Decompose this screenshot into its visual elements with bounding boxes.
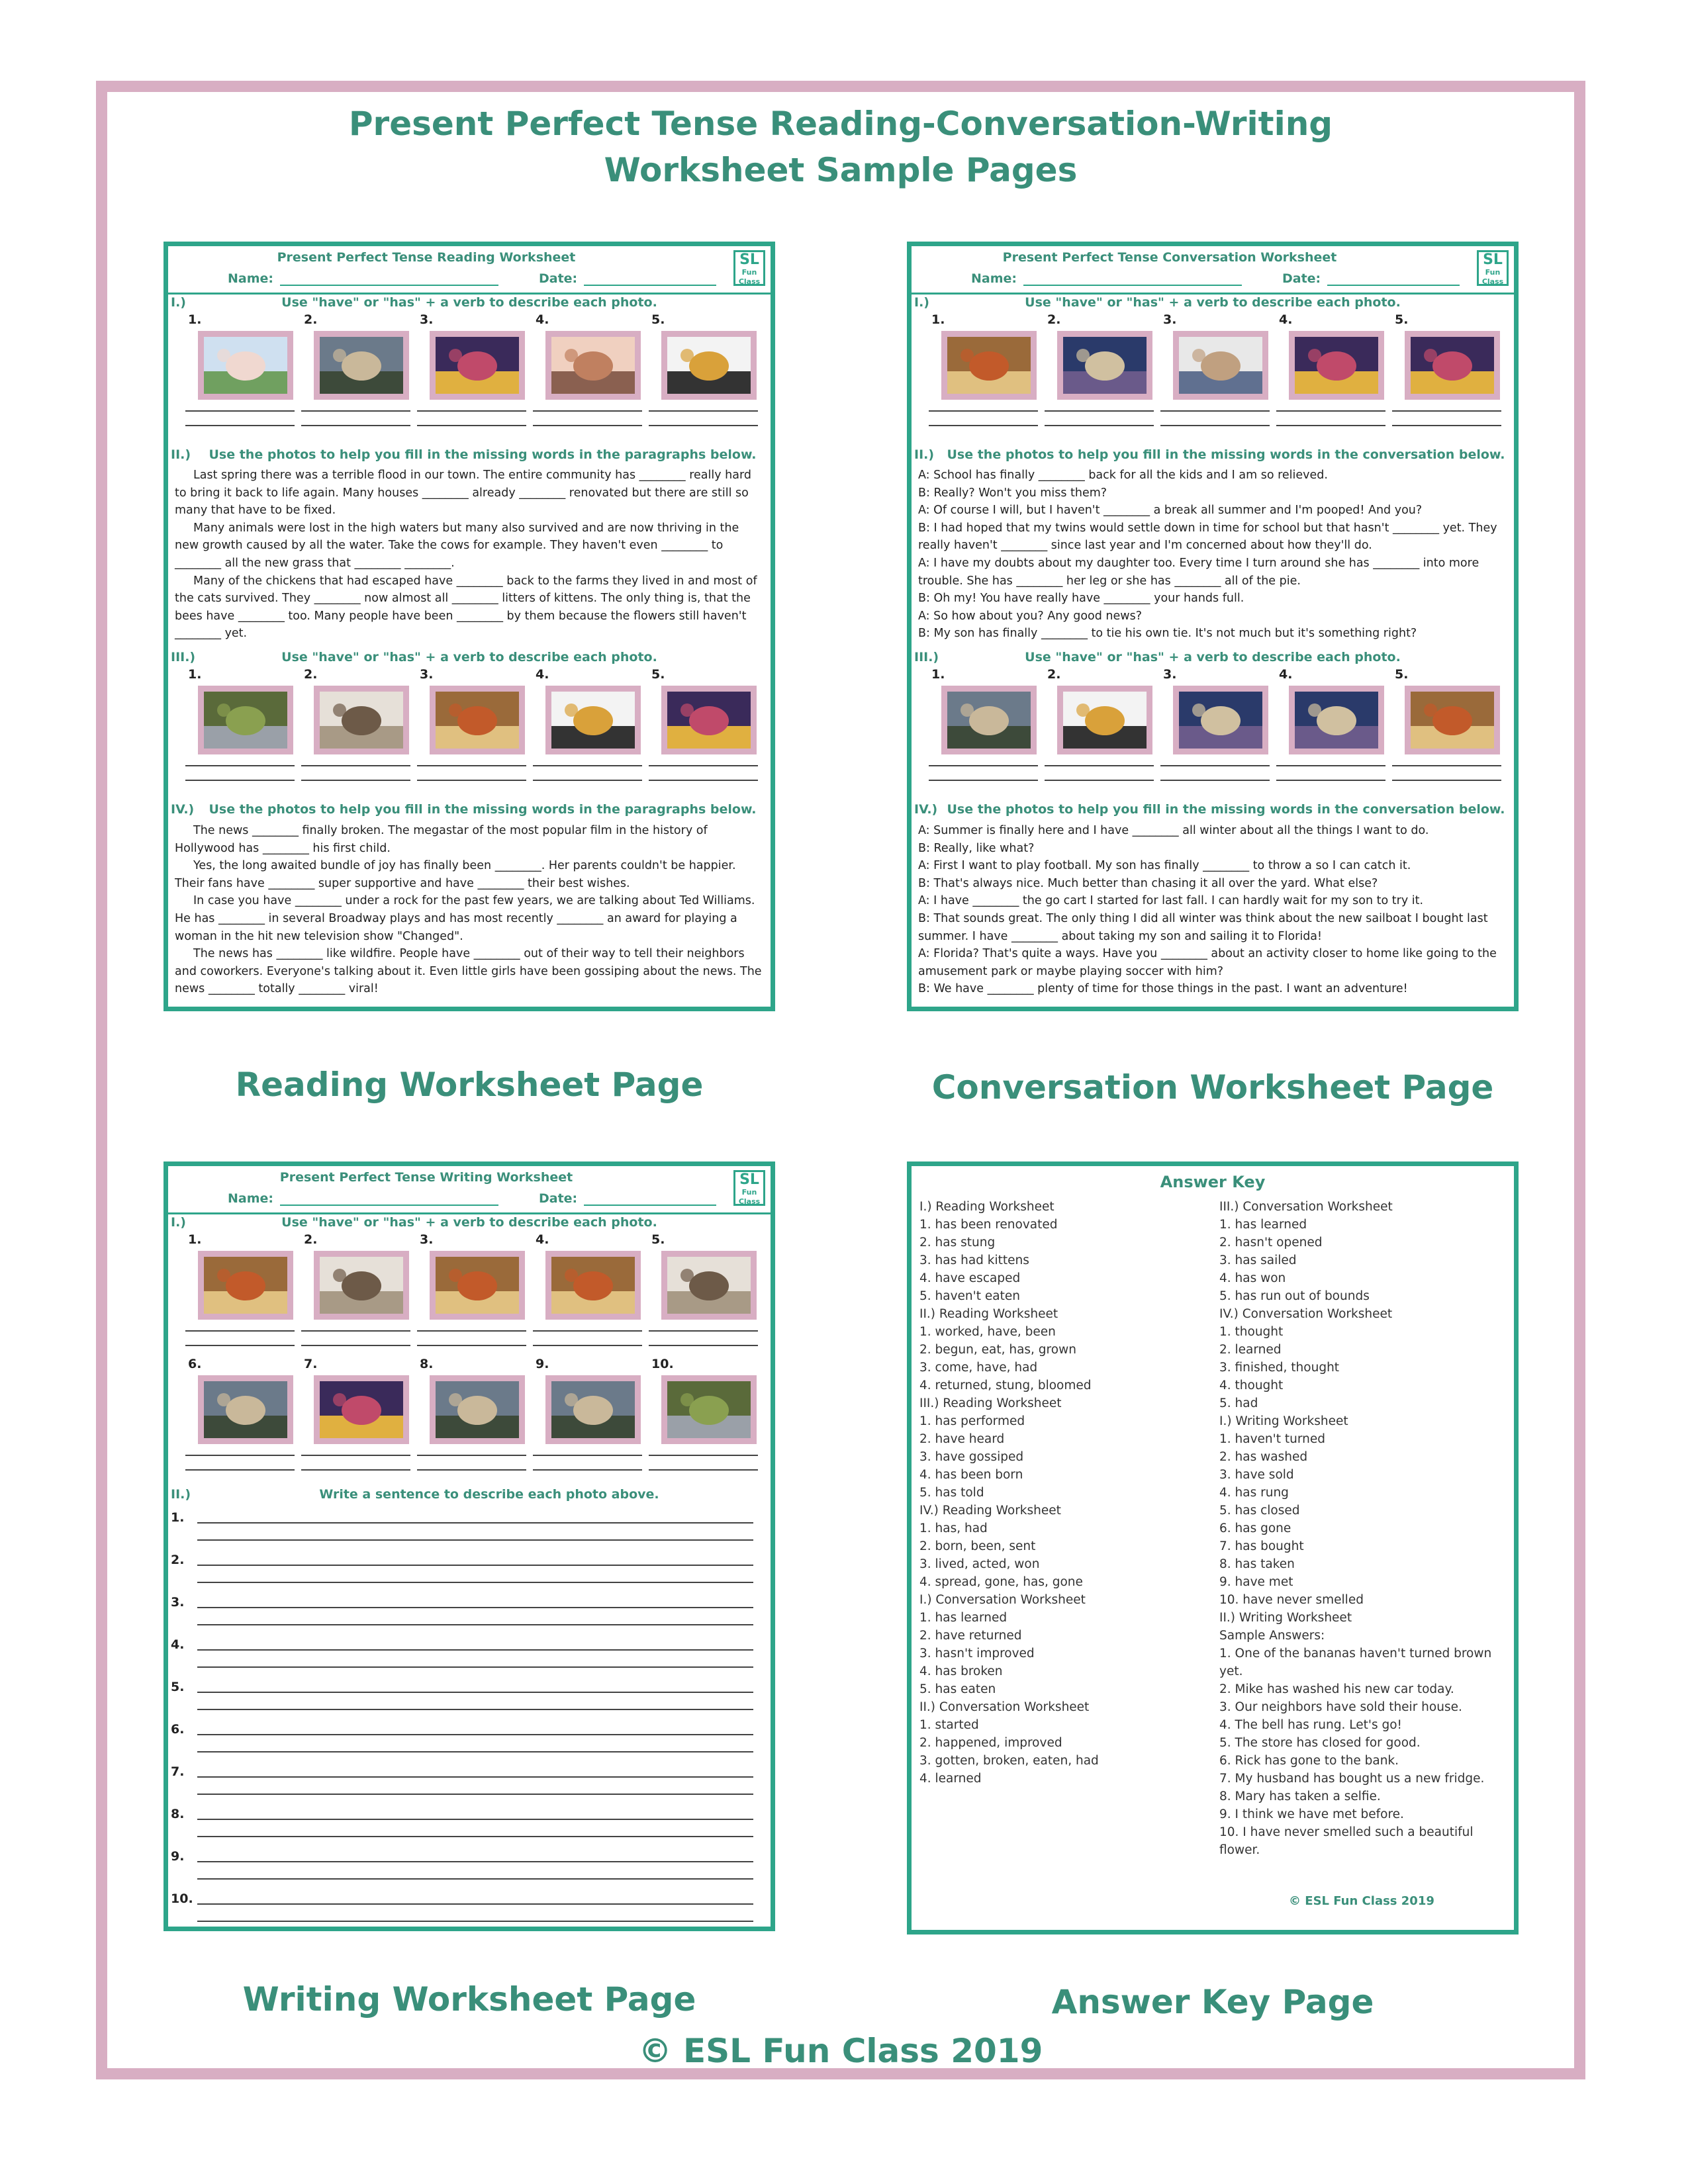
answer-key-copyright: © ESL Fun Class 2019	[1289, 1894, 1434, 1908]
sentence-number: 1.	[171, 1510, 185, 1525]
caption-reading: Reading Worksheet Page	[235, 1066, 704, 1104]
answer-item: 1. worked, have, been	[919, 1325, 1056, 1339]
section-label: III.)	[171, 650, 196, 664]
photo-number: 1.	[931, 312, 945, 327]
section-label: II.)	[914, 447, 935, 462]
esl-logo: SL Fun Class	[1477, 250, 1509, 286]
answer-item: 3. gotten, broken, eaten, had	[919, 1754, 1099, 1768]
answer-item: 5. The store has closed for good.	[1219, 1736, 1421, 1750]
sentence-number: 9.	[171, 1849, 185, 1864]
answer-item: III.) Reading Worksheet	[919, 1396, 1062, 1410]
worksheet-title: Present Perfect Tense Conversation Worksheet	[1002, 250, 1337, 265]
sentence-line	[197, 1666, 753, 1668]
name-field: Name:	[971, 271, 1242, 286]
answer-item: 8. has taken	[1219, 1557, 1295, 1571]
answer-item: 5. has told	[919, 1486, 984, 1500]
answer-item: 1. has learned	[1219, 1218, 1307, 1232]
answer-line	[185, 1455, 295, 1456]
esl-logo: SL Fun Class	[733, 250, 765, 286]
section-label: IV.)	[914, 802, 938, 817]
sentence-number: 7.	[171, 1764, 185, 1779]
crowd-photo	[314, 686, 409, 754]
photo-number: 3.	[1163, 667, 1177, 682]
reading-worksheet-thumbnail	[164, 242, 775, 1011]
answer-item: Sample Answers:	[1219, 1629, 1325, 1643]
answer-line	[649, 1469, 758, 1471]
dialogue-line: A: I have ________ the go cart I started for last fall. I can hardly wait for my son to try it.	[918, 894, 1424, 908]
photo-number: 3.	[1163, 312, 1177, 327]
sentence-number: 10.	[171, 1891, 193, 1906]
photo-number: 4.	[1279, 667, 1293, 682]
answer-item: 2. born, been, sent	[919, 1539, 1036, 1553]
answer-line	[929, 765, 1038, 766]
sentence-number: 3.	[171, 1595, 185, 1610]
paragraph: Last spring there was a terrible flood in our town. The entire community has ________ really hard to bring it back to life again. Many houses ________ already ________ renovated but there are still so many that have to be fixed.	[175, 469, 751, 518]
dialogue-line: A: First I want to play football. My son has finally ________ to throw a so I can catch it.	[918, 859, 1411, 873]
answer-item: 7. has bought	[1219, 1539, 1304, 1553]
answer-item: 4. has broken	[919, 1664, 1003, 1678]
dialogue-line: B: That sounds great. The only thing I did all winter was think about the new sailboat I bought last summer. I have ________ about taking my son and sailing it to Florida!	[918, 911, 1488, 943]
photo-number: 10.	[651, 1357, 674, 1371]
answer-line	[1392, 765, 1501, 766]
date-field: Date:	[1282, 271, 1460, 286]
sentence-line	[197, 1607, 753, 1608]
answer-item: 9. I think we have met before.	[1219, 1807, 1404, 1821]
section-label: II.)	[171, 447, 191, 462]
photo-number: 6.	[188, 1357, 202, 1371]
dialogue-line: A: So how about you? Any good news?	[918, 609, 1142, 623]
sentence-line	[197, 1734, 753, 1735]
photo-number: 4.	[536, 312, 549, 327]
answer-line	[929, 780, 1038, 781]
answer-item: 1. started	[919, 1718, 979, 1732]
section-label: III.)	[914, 650, 939, 664]
name-field: Name:	[228, 1191, 498, 1206]
answer-line	[417, 1469, 526, 1471]
dialogue-line: B: Really? Won't you miss them?	[918, 486, 1107, 500]
answer-item: IV.) Conversation Worksheet	[1219, 1307, 1393, 1321]
dialogue-line: A: Of course I will, but I haven't ________ a break all summer and I'm pooped! And you?	[918, 504, 1423, 518]
paragraph: In case you have ________ under a rock for the past few years, we are talking about Ted Williams. He has ________ in several Broadway plays and has most recently ________ an award for playing a woman in the hit new television show "Changed".	[175, 894, 755, 943]
caption-answer-key: Answer Key Page	[1051, 1983, 1374, 2021]
section-instruction: Use the photos to help you fill in the missing words in the paragraphs below.	[209, 802, 757, 817]
answer-line	[301, 780, 410, 781]
rose-photo	[661, 1375, 757, 1444]
answer-line	[1160, 765, 1270, 766]
dialogue-line: B: I had hoped that my twins would settle down in time for school but that hasn't ________ yet. They really haven't ________ since last year and I'm concerned about how they'll do.	[918, 521, 1497, 553]
answer-item: 10. I have never smelled such a beautiful	[1219, 1825, 1474, 1839]
answer-line	[417, 1455, 526, 1456]
answer-item: 4. has won	[1219, 1271, 1286, 1285]
answer-item: 2. have heard	[919, 1432, 1005, 1446]
answer-item: 2. have returned	[919, 1629, 1022, 1643]
answer-item: 1. One of the bananas haven't turned brown	[1219, 1647, 1492, 1661]
sentence-line	[197, 1692, 753, 1693]
answer-item: I.) Writing Worksheet	[1219, 1414, 1348, 1428]
answer-item: 4. spread, gone, has, gone	[919, 1575, 1083, 1589]
photo-number: 1.	[931, 667, 945, 682]
sentence-line	[197, 1819, 753, 1820]
sentence-line	[197, 1522, 753, 1524]
paragraph: Yes, the long awaited bundle of joy has finally been ________. Her parents couldn't be happier. Their fans have ________ super supportive and have ________ their best wishes.	[175, 859, 736, 890]
answer-item: I.) Conversation Worksheet	[919, 1593, 1086, 1607]
newborn-baby-photo	[545, 686, 641, 754]
sentence-number: 6.	[171, 1722, 185, 1737]
answer-item: 3. has sailed	[1219, 1253, 1297, 1267]
answer-line	[301, 765, 410, 766]
woman-photo	[661, 686, 757, 754]
paragraph: The news has ________ like wildfire. People have ________ out of their way to tell their neighbors and coworkers. Everyone's talking about it. Even little girls have been gossiping about the news. The news ________ totally ________ viral!	[175, 947, 762, 996]
answer-item: 1. has performed	[919, 1414, 1025, 1428]
answer-key-column-left	[919, 1198, 1099, 1788]
answer-line	[649, 780, 758, 781]
answer-line	[1160, 780, 1270, 781]
sentence-line	[197, 1836, 753, 1837]
answer-item: 4. returned, stung, bloomed	[919, 1379, 1092, 1392]
photo-number: 2.	[1047, 312, 1061, 327]
conversation-worksheet-thumbnail	[907, 242, 1519, 1011]
answer-item: IV.) Reading Worksheet	[919, 1504, 1061, 1518]
dialogue-line: A: Summer is finally here and I have ________ all winter about all the things I want to do.	[918, 824, 1429, 837]
section-instruction: Use "have" or "has" + a verb to describe each photo.	[281, 295, 657, 310]
photo-number: 4.	[536, 667, 549, 682]
answer-item: II.) Writing Worksheet	[1219, 1611, 1352, 1625]
answer-item: 4. thought	[1219, 1379, 1284, 1392]
photo-number: 8.	[420, 1357, 434, 1371]
bank-photo	[198, 1375, 293, 1444]
section-instruction: Write a sentence to describe each photo above.	[319, 1487, 659, 1502]
answer-item: 6. has gone	[1219, 1522, 1291, 1535]
photo-number: 1.	[188, 312, 202, 327]
answer-item: 3. have sold	[1219, 1468, 1294, 1482]
answer-key-thumbnail	[907, 1161, 1519, 1934]
conversation-block	[918, 822, 1507, 998]
answer-line	[1045, 780, 1154, 781]
answer-line	[1276, 780, 1385, 781]
answer-item: 10. have never smelled	[1219, 1593, 1364, 1607]
answer-item: 4. have escaped	[919, 1271, 1021, 1285]
answer-line	[417, 765, 526, 766]
answer-item: 3. have gossiped	[919, 1450, 1024, 1464]
answer-item: III.) Conversation Worksheet	[1219, 1200, 1393, 1214]
answer-item: 5. has closed	[1219, 1504, 1300, 1518]
section-instruction: Use the photos to help you fill in the missing words in the paragraphs below.	[209, 447, 757, 462]
answer-line	[649, 765, 758, 766]
answer-item: 2. Mike has washed his new car today.	[1219, 1682, 1454, 1696]
answer-item: 3. Our neighbors have sold their house.	[1219, 1700, 1462, 1714]
sentence-line	[197, 1751, 753, 1752]
section-label: I.)	[914, 295, 929, 310]
section-instruction: Use "have" or "has" + a verb to describe each photo.	[281, 650, 657, 664]
photo-number: 1.	[188, 667, 202, 682]
section-instruction: Use "have" or "has" + a verb to describe each photo.	[281, 1215, 657, 1230]
answer-key-column-right	[1219, 1198, 1491, 1859]
answer-line	[185, 1469, 295, 1471]
page-title-line2: Worksheet Sample Pages	[604, 151, 1078, 189]
answer-item: 2. hasn't opened	[1219, 1236, 1323, 1250]
photo-number: 5.	[1395, 667, 1409, 682]
answer-line	[533, 765, 642, 766]
paragraph: Many of the chickens that had escaped have ________ back to the farms they lived in and most of the cats survived. They ________ now almost all ________ litters of kittens. The only thing is, that the bees have ________ too. Many people have been ________ by them because the flowers still haven't ________ yet.	[175, 574, 757, 641]
answer-line	[533, 1455, 642, 1456]
sentence-number: 8.	[171, 1807, 185, 1821]
photo-number: 5.	[651, 1232, 665, 1247]
dialogue-line: B: We have ________ plenty of time for those things in the past. I want an adventure!	[918, 982, 1408, 996]
sentence-line	[197, 1921, 753, 1922]
answer-item: 3. come, have, had	[919, 1361, 1038, 1375]
answer-line	[533, 1469, 642, 1471]
photo-number: 4.	[536, 1232, 549, 1247]
answer-item: 1. has, had	[919, 1522, 988, 1535]
answer-item: flower.	[1219, 1843, 1260, 1857]
photo-number: 4.	[1279, 312, 1293, 327]
sentence-line	[197, 1861, 753, 1862]
father-and-son-photo	[941, 686, 1037, 754]
photo-number: 2.	[304, 667, 318, 682]
photo-number: 3.	[420, 1232, 434, 1247]
answer-item: 1. has learned	[919, 1611, 1008, 1625]
writing-worksheet-thumbnail	[164, 1161, 775, 1931]
sentence-line	[197, 1709, 753, 1710]
sentence-line	[197, 1582, 753, 1583]
dialogue-line: B: Oh my! You have really have ________ your hands full.	[918, 592, 1244, 606]
answer-item: yet.	[1219, 1664, 1243, 1678]
sailboat-photo	[1173, 686, 1268, 754]
sentence-number: 4.	[171, 1637, 185, 1652]
answer-line	[649, 1455, 758, 1456]
answer-item: 3. finished, thought	[1219, 1361, 1340, 1375]
soccer-player-photo	[1405, 686, 1500, 754]
photo-number: 3.	[420, 312, 434, 327]
answer-item: 2. learned	[1219, 1343, 1282, 1357]
dialogue-line: A: School has finally ________ back for all the kids and I am so relieved.	[918, 469, 1328, 482]
answer-item: 4. has rung	[1219, 1486, 1289, 1500]
answer-item: 8. Mary has taken a selfie.	[1219, 1790, 1381, 1803]
sentence-line	[197, 1539, 753, 1541]
section-instruction: Use "have" or "has" + a verb to describe each photo.	[1025, 650, 1401, 664]
dialogue-line: A: Florida? That's quite a ways. Have you ________ about an activity closer to home like going to the amusement park or maybe playing soccer with him?	[918, 947, 1497, 978]
section-label: I.)	[171, 295, 186, 310]
page-title-line1: Present Perfect Tense Reading-Conversation-Writing	[348, 105, 1333, 143]
answer-line	[1045, 765, 1154, 766]
answer-item: 1. has been renovated	[919, 1218, 1058, 1232]
photo-number: 7.	[304, 1357, 318, 1371]
sentence-line	[197, 1649, 753, 1651]
photo-row	[168, 1166, 771, 1927]
answer-item: 4. learned	[919, 1772, 982, 1786]
answer-item: 1. haven't turned	[1219, 1432, 1325, 1446]
section-label: II.)	[171, 1487, 191, 1502]
section-instruction: Use "have" or "has" + a verb to describe each photo.	[1025, 295, 1401, 310]
dialogue-line: A: I have my doubts about my daughter too. Every time I turn around she has ________ into more trouble. She has ________ her leg or she has ________ all of the pie.	[918, 556, 1479, 588]
answer-item: 5. has eaten	[919, 1682, 996, 1696]
answer-line	[1392, 780, 1501, 781]
roller-coaster-photo	[1057, 686, 1152, 754]
caption-writing: Writing Worksheet Page	[242, 1980, 696, 2019]
answer-item: 3. has had kittens	[919, 1253, 1029, 1267]
girls-gossiping-photo	[430, 686, 525, 754]
answer-line	[185, 765, 295, 766]
section-label: IV.)	[171, 802, 195, 817]
answer-line	[1276, 765, 1385, 766]
sentence-number: 5.	[171, 1680, 185, 1694]
worksheet-title: Present Perfect Tense Writing Worksheet	[279, 1170, 573, 1185]
sentence-line	[197, 1565, 753, 1566]
answer-item: II.) Reading Worksheet	[919, 1307, 1058, 1321]
answer-item: 1. thought	[1219, 1325, 1284, 1339]
answer-item: 5. has run out of bounds	[1219, 1289, 1370, 1303]
section-label: I.)	[171, 1215, 186, 1230]
answer-line	[533, 780, 642, 781]
caption-conversation: Conversation Worksheet Page	[931, 1068, 1494, 1107]
answer-item: 2. begun, eat, has, grown	[919, 1343, 1076, 1357]
date-field: Date:	[539, 1191, 716, 1206]
answer-item: 3. lived, acted, won	[919, 1557, 1040, 1571]
answer-item: 4. has been born	[919, 1468, 1023, 1482]
dialogue-line: B: That's always nice. Much better than chasing it all over the yard. What else?	[918, 876, 1378, 890]
worksheet-title: Present Perfect Tense Reading Worksheet	[277, 250, 576, 265]
answer-line	[301, 1455, 410, 1456]
date-field: Date:	[539, 271, 716, 286]
paragraph-block	[175, 822, 764, 998]
answer-item: 2. has washed	[1219, 1450, 1308, 1464]
section-instruction: Use the photos to help you fill in the missing words in the conversation below.	[947, 802, 1505, 817]
couple-with-fridge-photo	[314, 1375, 409, 1444]
answer-line	[301, 1469, 410, 1471]
photo-number: 2.	[304, 1232, 318, 1247]
photo-number: 5.	[651, 312, 665, 327]
answer-item: 2. happened, improved	[919, 1736, 1062, 1750]
photo-number: 2.	[1047, 667, 1061, 682]
sentence-line	[197, 1624, 753, 1625]
answer-item: 9. have met	[1219, 1575, 1293, 1589]
photo-number: 3.	[420, 667, 434, 682]
theater-performers-photo	[198, 686, 293, 754]
dialogue-line: B: My son has finally ________ to tie his own tie. It's not much but it's something right?	[918, 627, 1417, 641]
esl-logo: SL Fun Class	[733, 1170, 765, 1206]
answer-key-title: Answer Key	[1160, 1173, 1266, 1191]
photo-number: 2.	[304, 312, 318, 327]
answer-item: I.) Reading Worksheet	[919, 1200, 1055, 1214]
photo-number: 9.	[536, 1357, 549, 1371]
paragraph: Many animals were lost in the high waters but many also survived and are now thriving in the new growth caused by all the water. Take the cows for example. They haven't even ________ to ________ all the new grass that ________ ________.	[175, 521, 739, 570]
sentence-number: 2.	[171, 1553, 185, 1567]
photo-number: 1.	[188, 1232, 202, 1247]
dialogue-line: B: Really, like what?	[918, 841, 1035, 855]
answer-item: 3. hasn't improved	[919, 1647, 1035, 1661]
footer-copyright: © ESL Fun Class 2019	[638, 2032, 1043, 2070]
men-meeting-photo	[545, 1375, 641, 1444]
photo-number: 5.	[651, 667, 665, 682]
answer-item: 7. My husband has bought us a new fridge.	[1219, 1772, 1485, 1786]
name-field: Name:	[228, 271, 498, 286]
answer-item: 5. had	[1219, 1396, 1258, 1410]
go-cart-photo	[1289, 686, 1384, 754]
photo-number: 5.	[1395, 312, 1409, 327]
answer-item: 4. The bell has rung. Let's go!	[1219, 1718, 1402, 1732]
sentence-line	[197, 1878, 753, 1880]
paragraph: The news ________ finally broken. The megastar of the most popular film in the history of Hollywood has ________ his first child.	[175, 824, 708, 855]
sentence-line	[197, 1776, 753, 1778]
woman-selfie-photo	[430, 1375, 525, 1444]
answer-item: 2. has stung	[919, 1236, 996, 1250]
answer-line	[185, 780, 295, 781]
section-instruction: Use the photos to help you fill in the missing words in the conversation below.	[947, 447, 1505, 462]
sentence-line	[197, 1794, 753, 1795]
sentence-line	[197, 1903, 753, 1905]
answer-item: 5. haven't eaten	[919, 1289, 1020, 1303]
answer-item: II.) Conversation Worksheet	[919, 1700, 1090, 1714]
answer-line	[417, 780, 526, 781]
answer-item: 6. Rick has gone to the bank.	[1219, 1754, 1399, 1768]
